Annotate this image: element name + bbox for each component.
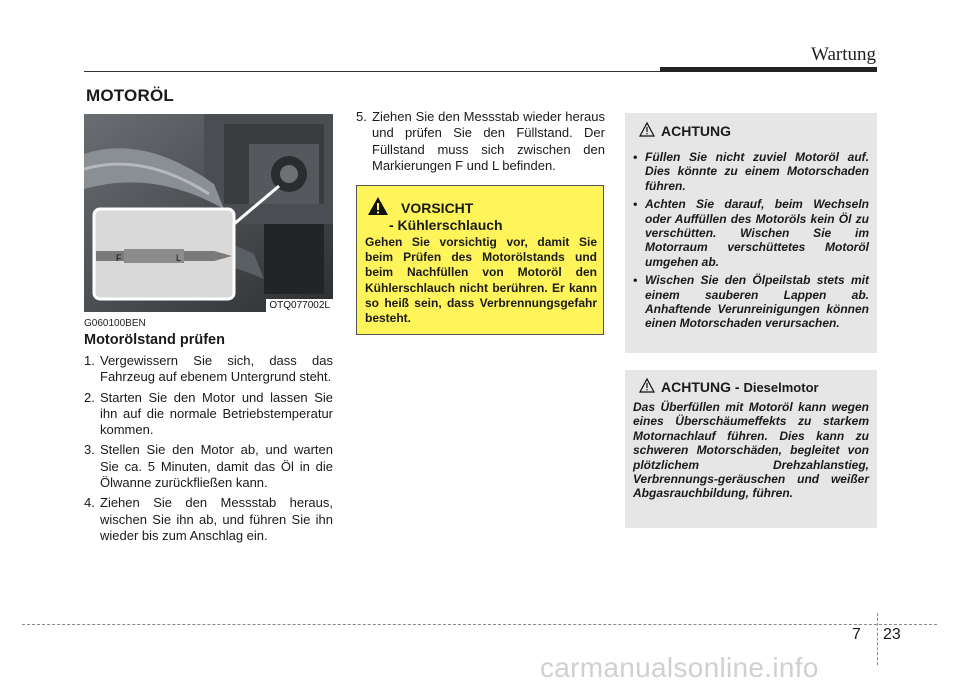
list-item [633, 197, 869, 269]
step-text: Ziehen Sie den Messstab heraus, wischen Sie ihn ab, und führen Sie ihn wieder bis zum Anschlag ein. [100, 495, 333, 543]
notice-box [625, 113, 877, 353]
step-number: 2. [84, 389, 95, 405]
notice-title: ACHTUNG [661, 123, 731, 139]
caution-box [356, 185, 604, 335]
step-number: 1. [84, 353, 95, 368]
bullet-marker: • [633, 150, 638, 164]
bullet-marker: • [633, 273, 638, 288]
warning-triangle-icon [367, 196, 389, 216]
bullet-text: Füllen Sie nicht zuviel Motoröl auf. Dies könnte zu einem Motorschaden führen. [645, 150, 869, 193]
procedure-steps [84, 353, 333, 548]
list-item [633, 273, 869, 331]
chapter-header-title: Wartung [811, 44, 876, 65]
step-text: Ziehen Sie den Messstab wieder heraus und prüfen Sie den Füllstand. Der Füllstand muss sich zwischen den Markierungen F und L befinden. [372, 109, 605, 173]
dipstick-mark-f: F [116, 253, 122, 263]
list-item [84, 390, 333, 439]
photo-code-label: OTQ077002L [266, 299, 333, 312]
list-item [356, 109, 605, 174]
step-text: Starten Sie den Motor und lassen Sie ihn auf die normale Betriebstemperatur kommen. [100, 389, 333, 438]
step-number: 4. [84, 495, 95, 511]
warning-triangle-icon [639, 122, 655, 137]
subheading: Motorölstand prüfen [84, 332, 225, 348]
step-number: 5. [356, 109, 367, 124]
caution-subtitle: - Kühlerschlauch [389, 217, 503, 233]
watermark: carmanualsonline.info [540, 652, 819, 683]
step-text: Stellen Sie den Motor ab, und warten Sie ca. 5 Minuten, damit das Öl in die Ölwanne zurückfließen kann. [100, 442, 333, 491]
engine-oil-dipstick-photo [84, 114, 333, 312]
caution-title: VORSICHT [401, 200, 474, 216]
chapter-number: 7 [852, 626, 861, 643]
notice-title: ACHTUNG - [661, 379, 740, 395]
diesel-notice-box [625, 370, 877, 528]
document-code: G060100BEN [84, 318, 146, 329]
bullet-text: Achten Sie darauf, beim Wechseln oder Auffüllen des Motoröls kein Öl zu verschütten. Wischen Sie im Motorraum verschüttetes Motoröl umgehen ab. [645, 197, 869, 269]
section-title: MOTORÖL [86, 86, 174, 105]
bullet-text: Wischen Sie den Ölpeilstab stets mit einem sauberen Lappen ab. Anhaftende Verunreinigungen können einen Motorschaden verursachen. [645, 273, 869, 331]
bullet-marker: • [633, 197, 638, 212]
engine-bay-illustration [84, 114, 333, 312]
page-number: 23 [883, 626, 901, 643]
list-item [84, 353, 333, 386]
dipstick-mark-l: L [176, 253, 182, 263]
diesel-notice-text: Das Überfüllen mit Motoröl kann wegen eines Überschäumeffekts zu starkem Motornachlauf führen. Dies kann zu schweren Motorschäden, begleitet von plötzlichem Drehzahlanstieg, Verbrennungs-geräuschen und weißer Abgasrauchbildung, führen. [633, 400, 869, 501]
warning-triangle-icon [639, 378, 655, 393]
notice-title-suffix: Dieselmotor [743, 380, 819, 395]
caution-text: Gehen Sie vorsichtig vor, damit Sie beim Prüfen des Motorölstands und beim Nachfüllen von Motoröl den Kühlerschlauch nicht berühren. Er kann so heiß sein, dass Verbrennungsgefahr besteht. [365, 235, 597, 326]
diesel-notice-title [661, 379, 819, 396]
step-number: 3. [84, 442, 95, 458]
step-text: Vergewissern Sie sich, dass das Fahrzeug auf ebenem Untergrund steht. [100, 353, 333, 385]
footer-divider [877, 613, 878, 665]
list-item [84, 495, 333, 544]
list-item [633, 150, 869, 193]
footer-rule [22, 624, 937, 625]
list-item [84, 442, 333, 491]
header-accent-bar [660, 67, 877, 72]
notice-bullet-list [633, 150, 869, 335]
